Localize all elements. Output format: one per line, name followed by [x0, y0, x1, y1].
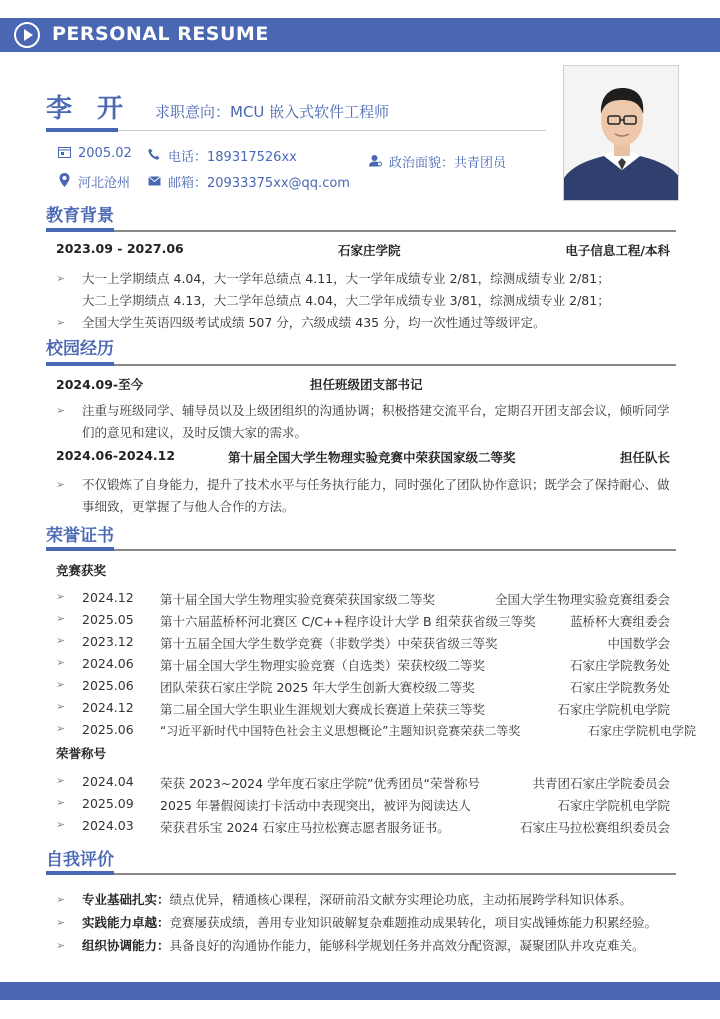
politics-info [367, 152, 506, 171]
competition-name: 第十届全国大学生物理实验竞赛荣获国家级二等奖 [160, 592, 436, 607]
campus-desc: 注重与班级同学、辅导员以及上级团组织的沟通协调；积极搭建交流平台，定期召开团支部会议，倾听同学们的意见和建议，及时反馈大家的需求。 [82, 403, 670, 440]
honors-accent-bar [46, 547, 114, 551]
arrow-bullet-icon: ➢ [56, 939, 66, 952]
competition-org: 石家庄学院机电学院 [587, 724, 696, 738]
birth-date: 2005.02 [78, 146, 132, 161]
education-period: 2023.09 - 2027.06 [56, 241, 184, 256]
honor-org: 共青团石家庄学院委员会 [532, 776, 670, 791]
self-eval-accent-bar [46, 871, 114, 875]
competition-date: 2024.12 [82, 700, 134, 715]
email-info [146, 172, 350, 191]
self-eval-item [56, 889, 676, 911]
calendar-icon [56, 146, 72, 161]
self-eval-label: 实践能力卓越： [82, 915, 170, 930]
honor-title-row [56, 774, 670, 796]
political-status: 政治面貌：共青团员 [389, 156, 507, 171]
competition-date: 2025.06 [82, 678, 134, 693]
arrow-bullet-icon: ➢ [56, 656, 66, 669]
honor-org: 石家庄马拉松赛组织委员会 [519, 820, 670, 835]
honor-date: 2024.03 [82, 818, 134, 833]
competition-org: 石家庄学院机电学院 [557, 702, 670, 717]
competition-row [56, 700, 670, 722]
competition-row [56, 612, 670, 634]
location-info [56, 172, 130, 191]
honor-name: 2025 年暑假阅读打卡活动中表现突出，被评为阅读达人 [160, 798, 471, 813]
job-intent: 求职意向：MCU 嵌入式软件工程师 [155, 103, 390, 121]
arrow-bullet-icon: ➢ [56, 404, 66, 417]
arrow-bullet-icon: ➢ [56, 796, 66, 809]
education-bullet-text: 全国大学生英语四级考试成绩 507 分，六级成绩 435 分，均一次性通过等级评定。 [82, 315, 546, 330]
self-eval-divider [46, 873, 676, 875]
campus-divider [46, 364, 676, 366]
education-bullet [56, 312, 676, 334]
competition-row [56, 722, 696, 744]
email: 邮箱：20933375xx@qq.com [168, 176, 350, 191]
competition-subtitle: 竞赛获奖 [56, 563, 107, 578]
honor-title-row [56, 796, 670, 818]
arrow-bullet-icon: ➢ [56, 818, 66, 831]
location-pin-icon [56, 173, 72, 190]
arrow-bullet-icon: ➢ [56, 272, 66, 285]
mail-icon [146, 175, 162, 189]
education-school: 石家庄学院 [338, 243, 401, 258]
arrow-bullet-icon: ➢ [56, 478, 66, 491]
competition-row [56, 590, 670, 612]
self-eval-text: 绩点优异，精通核心课程，深研前沿文献夯实理论功底，主动拓展跨学科知识体系。 [169, 892, 633, 907]
competition-name: 团队荣获石家庄学院 2025 年大学生创新大赛校级二等奖 [160, 680, 475, 695]
honor-name: 荣获 2023~2024 学年度石家庄学院”优秀团员“荣誉称号 [160, 776, 480, 791]
campus-bullet [56, 474, 676, 518]
competition-date: 2025.05 [82, 612, 134, 627]
play-circle-icon [14, 22, 40, 48]
competition-name: 第二届全国大学生职业生涯规划大赛成长赛道上荣获三等奖 [160, 702, 486, 717]
self-eval-text: 具备良好的沟通协作能力，能够科学规划任务并高效分配资源，凝聚团队并攻克难关。 [169, 938, 645, 953]
arrow-bullet-icon: ➢ [56, 634, 66, 647]
arrow-bullet-icon: ➢ [56, 316, 66, 329]
arrow-bullet-icon: ➢ [56, 774, 66, 787]
competition-org: 蓝桥杯大赛组委会 [569, 614, 670, 629]
phone: 电话：189317526xx [168, 150, 297, 165]
campus-bullet [56, 400, 676, 444]
person-icon [367, 154, 383, 170]
self-eval-item [56, 935, 676, 957]
name-accent-bar [46, 128, 118, 132]
honors-divider [46, 549, 676, 551]
honor-titles-subtitle: 荣誉称号 [56, 746, 107, 761]
competition-row [56, 656, 670, 678]
arrow-bullet-icon: ➢ [56, 916, 66, 929]
honor-org: 石家庄学院机电学院 [557, 798, 670, 813]
profile-photo [563, 65, 679, 201]
campus-desc: 不仅锻炼了自身能力，提升了技术水平与任务执行能力，同时强化了团队协作意识；既学会了保持耐心、做事细致，更掌握了与他人合作的方法。 [82, 477, 670, 514]
honor-name: 荣获君乐宝 2024 石家庄马拉松赛志愿者服务证书。 [160, 820, 450, 835]
campus-extra: 担任队长 [619, 450, 670, 465]
education-bullet-text: 大一上学期绩点 4.04，大一学年总绩点 4.11，大一学年成绩专业 2/81，综测成绩专业 2/81；大二上学期绩点 4.13，大二学年总绩点 4.04，大二学年成绩专业 3/81，综测成绩专业 2/81； [82, 271, 610, 308]
competition-date: 2025.06 [82, 722, 134, 737]
competition-date: 2023.12 [82, 634, 134, 649]
competition-date: 2024.06 [82, 656, 134, 671]
arrow-bullet-icon: ➢ [56, 678, 66, 691]
self-eval-title: 自我评价 [46, 850, 114, 870]
campus-role: 第十届全国大学生物理实验竞赛中荣获国家级二等奖 [228, 450, 516, 465]
competition-org: 石家庄学院教务处 [569, 658, 670, 673]
education-bullet [56, 268, 616, 312]
arrow-bullet-icon: ➢ [56, 722, 66, 735]
campus-role: 担任班级团支部书记 [310, 377, 423, 392]
name-divider [118, 130, 546, 131]
campus-period: 2024.09-至今 [56, 377, 144, 392]
footer-bar [0, 982, 720, 1000]
arrow-bullet-icon: ➢ [56, 590, 66, 603]
self-eval-text: 竞赛屡获成绩，善用专业知识破解复杂难题推动成果转化，项目实战锤炼能力积累经验。 [169, 915, 658, 930]
competition-org: 中国数学会 [607, 636, 670, 651]
header-title: PERSONAL RESUME [52, 23, 269, 45]
arrow-bullet-icon: ➢ [56, 700, 66, 713]
self-eval-label: 专业基础扎实： [82, 892, 170, 907]
honor-title-row [56, 818, 670, 840]
competition-row [56, 634, 670, 656]
arrow-bullet-icon: ➢ [56, 612, 66, 625]
birth-info [56, 146, 132, 161]
honors-title: 荣誉证书 [46, 526, 114, 546]
competition-name: “习近平新时代中国特色社会主义思想概论”主题知识竞赛荣获二等奖 [160, 724, 521, 738]
header-bar [0, 18, 720, 52]
campus-accent-bar [46, 362, 114, 366]
self-eval-item [56, 912, 676, 934]
education-major: 电子信息工程/本科 [565, 243, 670, 258]
honor-date: 2024.04 [82, 774, 134, 789]
competition-date: 2024.12 [82, 590, 134, 605]
competition-row [56, 678, 670, 700]
candidate-name: 李 开 [46, 94, 132, 124]
arrow-bullet-icon: ➢ [56, 893, 66, 906]
competition-name: 第十届全国大学生物理实验竞赛（自选类）荣获校级二等奖 [160, 658, 486, 673]
competition-name: 第十六届蓝桥杯河北赛区 C/C++程序设计大学 B 组荣获省级三等奖 [160, 614, 536, 629]
education-title: 教育背景 [46, 206, 114, 226]
campus-period: 2024.06-2024.12 [56, 448, 176, 463]
education-accent-bar [46, 228, 114, 232]
competition-name: 第十五届全国大学生数学竞赛（非数学类）中荣获省级三等奖 [160, 636, 498, 651]
self-eval-label: 组织协调能力： [82, 938, 170, 953]
honor-date: 2025.09 [82, 796, 134, 811]
phone-icon [146, 148, 162, 163]
phone-info [146, 146, 297, 165]
competition-org: 石家庄学院教务处 [569, 680, 670, 695]
education-divider [46, 230, 676, 232]
location: 河北沧州 [78, 176, 131, 191]
competition-org: 全国大学生物理实验竞赛组委会 [494, 592, 670, 607]
campus-title: 校园经历 [46, 339, 114, 359]
